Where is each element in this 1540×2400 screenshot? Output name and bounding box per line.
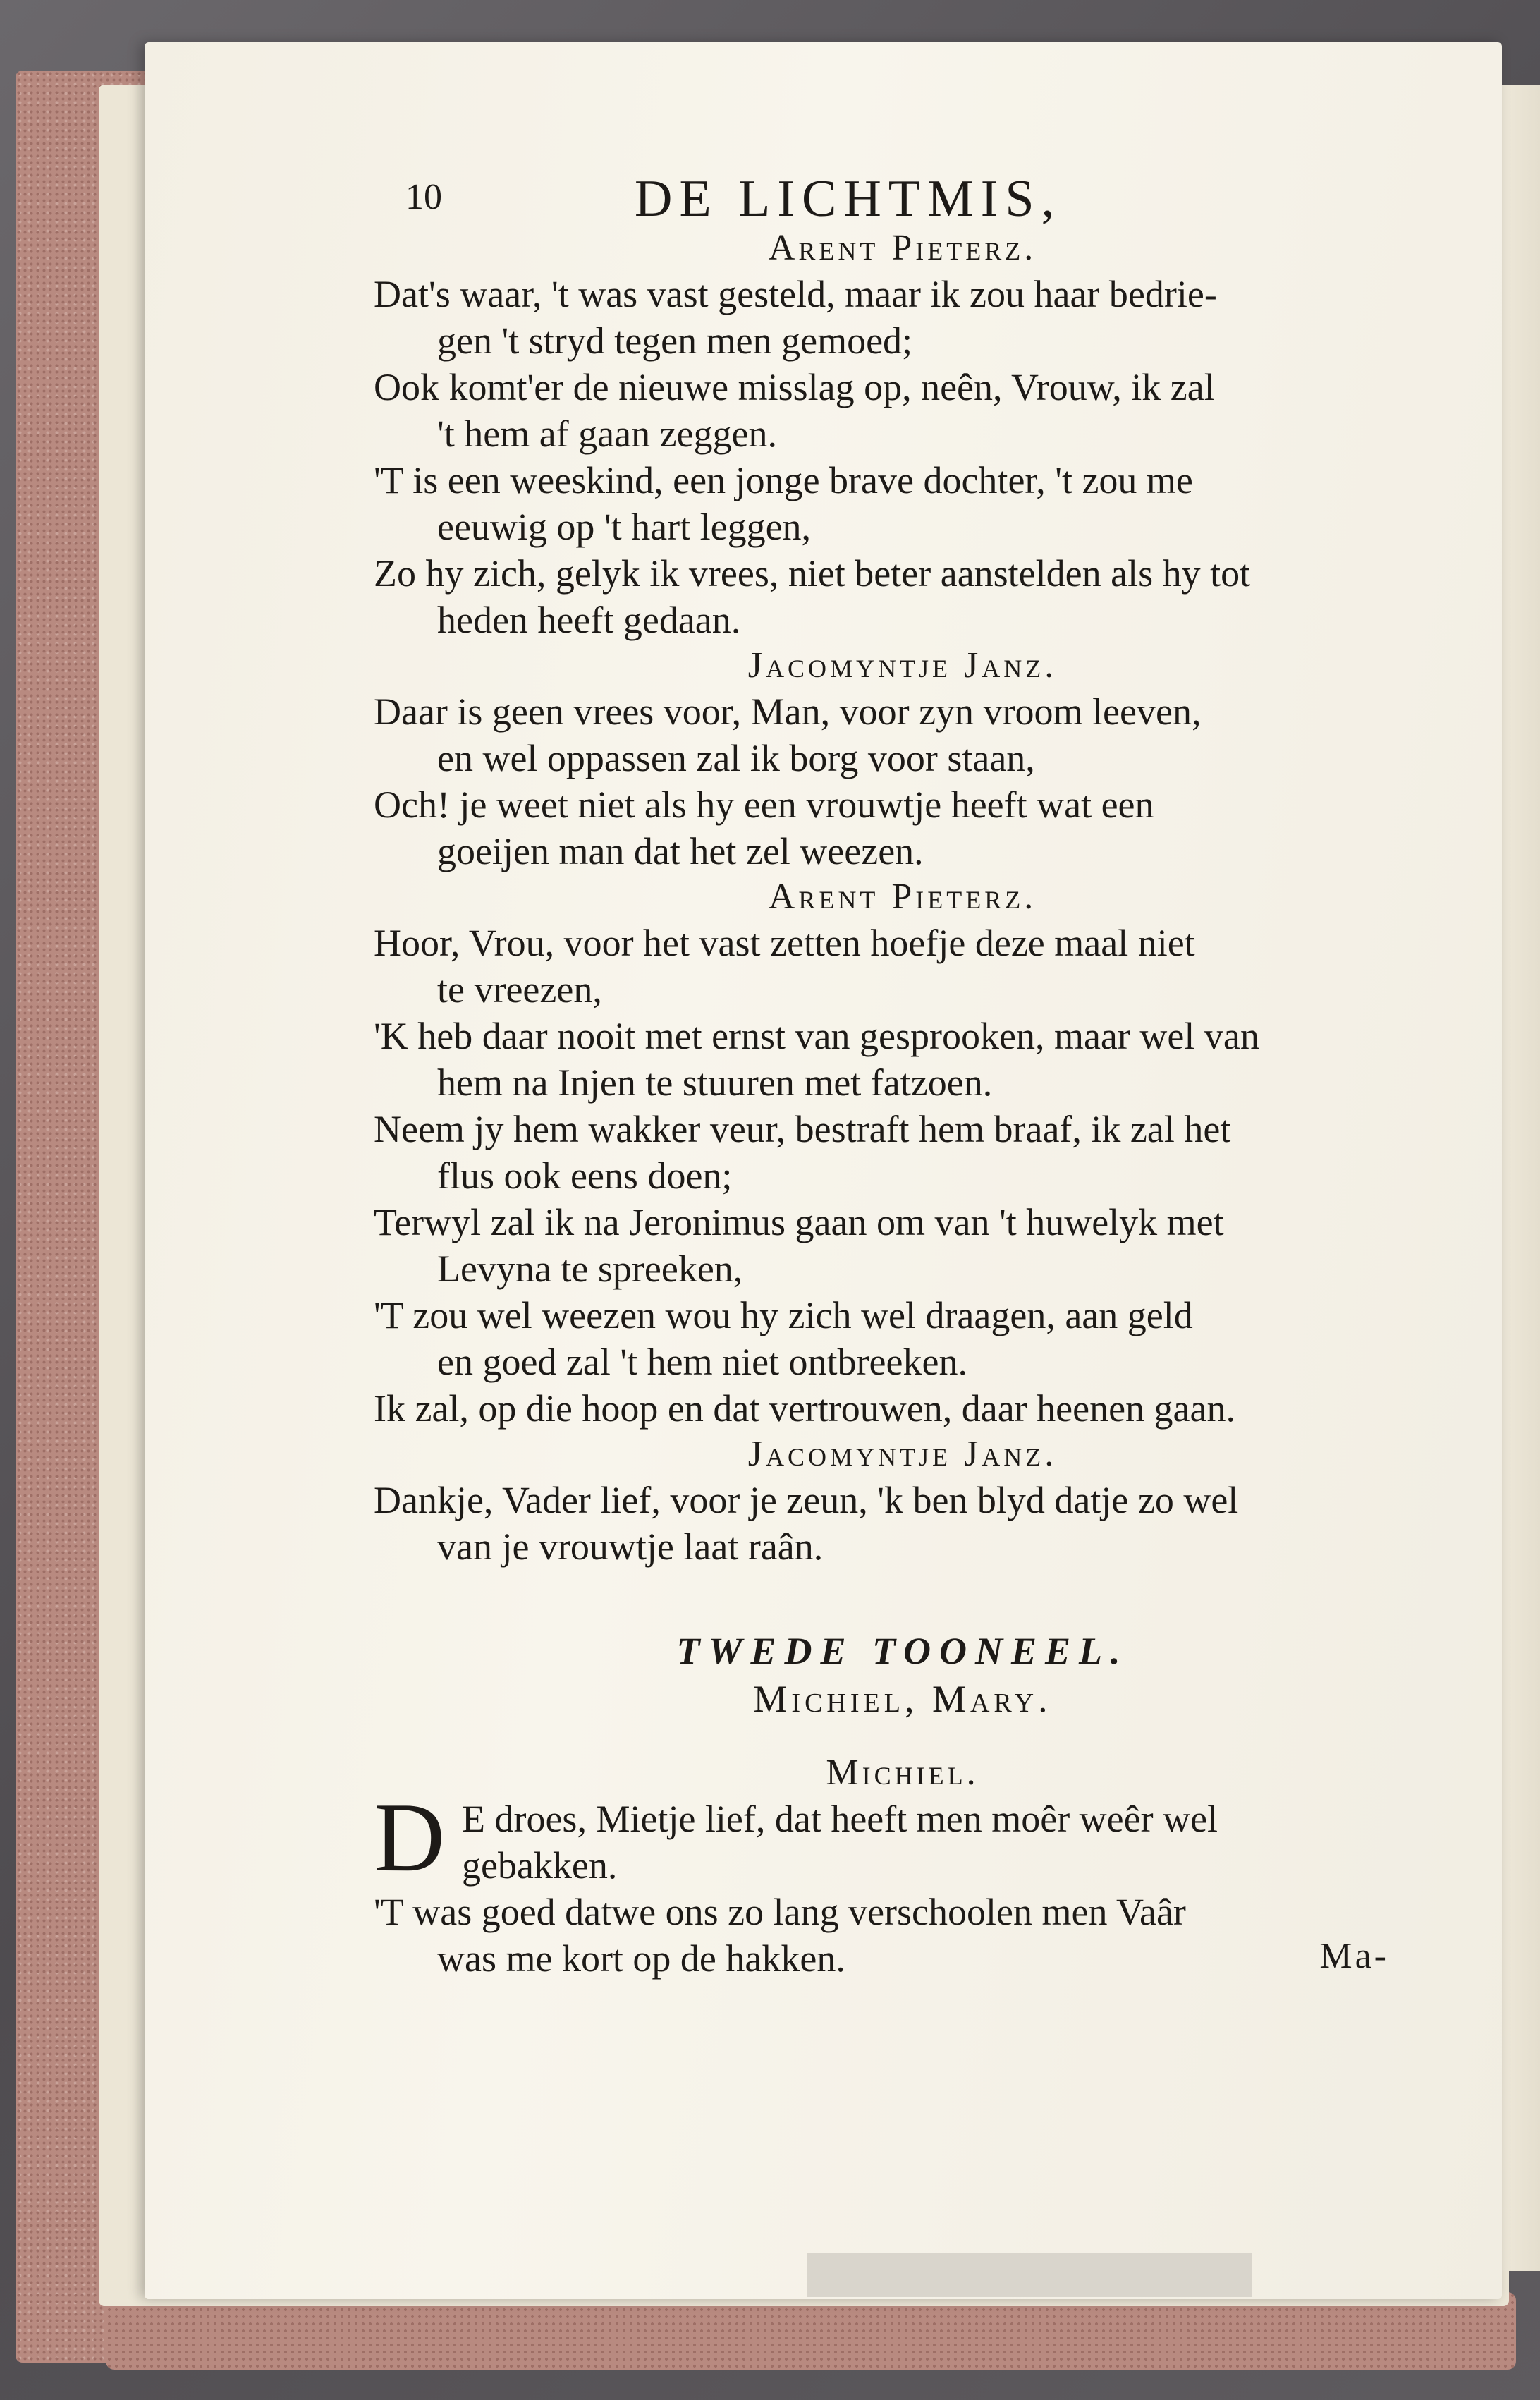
- verse-line: en goed zal 't hem niet ontbreeken.: [437, 1341, 967, 1383]
- speaker-heading: Jacomyntje Janz.: [747, 645, 1058, 686]
- verse-line: Levyna te spreeken,: [437, 1248, 743, 1290]
- scene-title: TWEDE TOONEEL.: [676, 1630, 1129, 1672]
- spacer: [374, 1722, 1431, 1750]
- verse-line: Och! je weet niet als hy een vrouwtje heeft wat een: [374, 784, 1154, 826]
- speaker-heading: Jacomyntje Janz.: [747, 1434, 1058, 1474]
- drop-capital: D: [374, 1783, 446, 1892]
- verse-line: Hoor, Vrou, voor het vast zetten hoefje deze maal niet: [374, 922, 1195, 964]
- verse-line: heden heeft gedaan.: [437, 599, 741, 641]
- running-title: DE LICHTMIS,: [635, 170, 1062, 228]
- speech-block: [374, 271, 1431, 643]
- verse-line: Dankje, Vader lief, voor je zeun, 'k ben blyd datje zo wel: [374, 1479, 1239, 1521]
- verse-line: gen 't stryd tegen men gemoed;: [437, 319, 913, 362]
- verse-line: hem na Injen te stuuren met fatzoen.: [437, 1061, 993, 1104]
- verse-line: te vreezen,: [437, 968, 602, 1011]
- verse-line: en wel oppassen zal ik borg voor staan,: [437, 737, 1035, 779]
- verse-line: E droes, Mietje lief, dat heeft men moêr weêr wel: [462, 1798, 1218, 1840]
- speech-block: [374, 920, 1431, 1432]
- catchword: Ma-: [1319, 1936, 1389, 1976]
- verse-line: 'T is een weeskind, een jonge brave dochter, 't zou me: [374, 459, 1193, 501]
- verse-line: Neem jy hem wakker veur, bestraft hem braaf, ik zal het: [374, 1108, 1231, 1150]
- speaker-heading: Arent Pieterz.: [768, 877, 1037, 917]
- verse-line: 'T zou wel weezen wou hy zich wel draagen, aan geld: [374, 1294, 1193, 1336]
- redaction-stripe: [807, 2253, 1252, 2297]
- scene-characters: Michiel, Mary.: [753, 1678, 1052, 1720]
- verse-line: 'T was goed datwe ons zo lang verschoolen men Vaâr: [374, 1891, 1186, 1933]
- speaker-heading: Arent Pieterz.: [768, 228, 1037, 268]
- speech-block: [374, 1783, 1431, 1980]
- verse-line: van je vrouwtje laat raân.: [437, 1525, 824, 1568]
- verse-line: Terwyl zal ik na Jeronimus gaan om van 't huwelyk met: [374, 1201, 1224, 1243]
- verse-line: Zo hy zich, gelyk ik vrees, niet beter aanstelden als hy tot: [374, 552, 1251, 595]
- verse-line: Daar is geen vrees voor, Man, voor zyn vroom leeven,: [374, 690, 1202, 733]
- verse-line: Ook komt'er de nieuwe misslag op, neên, Vrouw, ik zal: [374, 366, 1215, 408]
- page-header: [374, 169, 1431, 226]
- speech-block: [374, 688, 1431, 875]
- verse-line: gebakken.: [462, 1844, 618, 1887]
- speaker-heading: Michiel.: [826, 1753, 979, 1793]
- verse-line: eeuwig op 't hart leggen,: [437, 506, 812, 548]
- verse-line: Dat's waar, 't was vast gesteld, maar ik zou haar bedrie-: [374, 273, 1217, 315]
- speech-block: [374, 1477, 1431, 1570]
- verse-line: goeijen man dat het zel weezen.: [437, 830, 924, 872]
- verse-line: was me kort op de hakken.: [437, 1937, 845, 1980]
- verse-line: flus ook eens doen;: [437, 1155, 733, 1197]
- verse-line: 'K heb daar nooit met ernst van gesprooken, maar wel van: [374, 1015, 1259, 1057]
- verse-line: 't hem af gaan zeggen.: [437, 413, 777, 455]
- page-number: 10: [405, 177, 442, 217]
- verse-line: Ik zal, op die hoop en dat vertrouwen, daar heenen gaan.: [374, 1387, 1235, 1430]
- page-text: [374, 169, 1431, 1980]
